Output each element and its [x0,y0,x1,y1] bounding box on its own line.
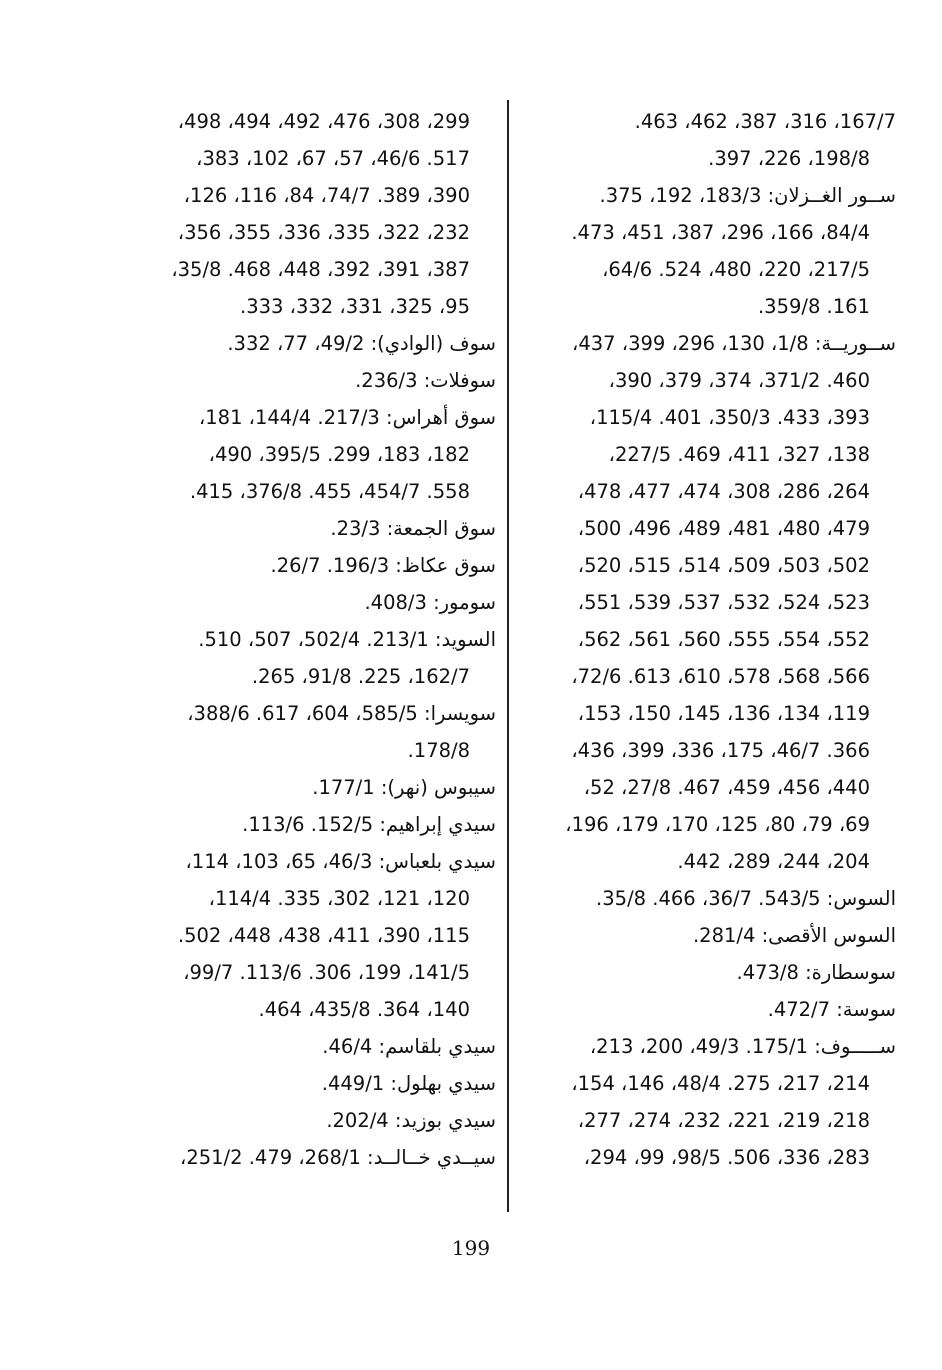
index-entry-line: ســوريــة: 1/8، 130، 296، 399، 437، [572,332,896,355]
index-entry-line: سوفلات: 236/3. [355,369,496,392]
index-entry-line: 95، 325، 331، 332، 333. [240,295,470,318]
index-entry-line: 479، 480، 481، 489، 496، 500، [577,517,870,540]
index-entry-line: ســـــوف: 175/1. 49/3، 200، 213، [589,1035,896,1058]
index-entry-line: 440، 456، 459، 467. 27/8، 52، [583,776,870,799]
index-entry-line: السوس الأقصى: 281/4. [692,924,896,947]
index-entry-line: 141/5، 199، 306. 113/6. 99/7، [183,961,470,984]
index-entry-line: سيبوس (نهر): 177/1. [312,776,496,799]
index-entry-line: 393، 433. 350/3، 401. 115/4، [589,406,870,429]
index-entry-line: 204، 244، 289، 442. [677,850,870,873]
index-entry-line: 502، 503، 509، 514، 515، 520، [577,554,870,577]
index-entry-line: 182، 183، 299. 395/5، 490، [208,443,470,466]
index-entry-line: 523، 524، 532، 537، 539، 551، [577,591,870,614]
column-divider [507,100,509,1212]
index-entry-line: سيــدي خــالــد: 268/1، 479. 251/2، [180,1146,496,1169]
index-entry-line: 552، 554، 555، 560، 561، 562، [577,628,870,651]
index-entry-line: السويد: 213/1. 502/4، 507، 510. [198,628,496,651]
index-entry-line: 140، 364. 435/8، 464. [258,998,470,1021]
index-entry-line: سيدي بوزيد: 202/4. [326,1109,496,1132]
index-entry-line: 115، 390، 411، 438، 448، 502. [177,924,470,947]
index-entry-line: 566، 568، 578، 610، 613. 72/6، [571,665,870,688]
index-entry-line: سوسة: 472/7. [767,998,896,1021]
index-entry-line: 283، 336، 506. 98/5، 99، 294، [583,1146,870,1169]
index-column-left [126,103,496,1176]
index-entry-line: 366. 46/7، 175، 336، 399، 436، [571,739,870,762]
index-entry-line: سوق عكاظ: 196/3. 26/7. [270,554,496,577]
index-entry-line: 390، 389. 74/7، 84، 116، 126، [183,184,470,207]
index-entry-line: سيدي إبراهيم: 152/5. 113/6. [242,813,496,836]
index-entry-line: 138، 327، 411، 469. 227/5، [608,443,870,466]
index-entry-line: 120، 121، 302، 335. 114/4، [208,887,470,910]
index-entry-line: 558. 454/7، 455. 376/8، 415. [189,480,470,503]
index-entry-line: 218، 219، 221، 232، 274، 277، [577,1109,870,1132]
index-entry-line: 198/8، 226، 397. [708,147,870,170]
index-entry-line: 460. 371/2، 374، 379، 390، [608,369,870,392]
index-entry-line: سوق الجمعة: 23/3. [330,517,496,540]
index-entry-line: سوق أهراس: 217/3. 144/4، 181، [198,406,496,429]
index-entry-line: السوس: 543/5. 36/7، 466. 35/8. [596,887,896,910]
index-entry-line: 264، 286، 308، 474، 477، 478، [577,480,870,503]
index-entry-line: 387، 391، 392، 448، 468. 35/8، [171,258,470,281]
index-entry-line: سوسطارة: 473/8. [736,961,896,984]
index-entry-line: 84/4، 166، 296، 387، 451، 473. [571,221,870,244]
index-entry-line: 299، 308، 476، 492، 494، 498، [177,110,470,133]
index-entry-line: 232، 322، 335، 336، 355، 356، [177,221,470,244]
index-entry-line: 161. 359/8. [757,295,870,318]
index-entry-line: سيدي بهلول: 449/1. [321,1072,496,1095]
index-entry-line: 517. 46/6، 57، 67، 102، 383، [196,147,470,170]
index-entry-line: سومور: 408/3. [364,591,496,614]
index-entry-line: ســور الغــزلان: 183/3، 192، 375. [599,184,896,207]
index-entry-line: 178/8. [407,739,470,762]
index-entry-line: سيدي بلقاسم: 46/4. [322,1035,496,1058]
index-entry-line: سيدي بلعباس: 46/3، 65، 103، 114، [185,850,496,873]
index-entry-line: 119، 134، 136، 145، 150، 153، [577,702,870,725]
index-entry-line: سويسرا: 585/5، 604، 617. 388/6، [187,702,496,725]
index-entry-line: 162/7، 225. 91/8، 265. [251,665,470,688]
index-entry-line: سوف (الوادي): 49/2، 77، 332. [227,332,496,355]
index-entry-line: 167/7، 316، 387، 462، 463. [634,110,896,133]
index-entry-line: 217/5، 220، 480، 524. 64/6، [602,258,870,281]
index-entry-line: 214، 217، 275. 48/4، 146، 154، [571,1072,870,1095]
page-number: 199 [451,1236,491,1260]
index-entry-line: 69، 79، 80، 125، 170، 179، 196، [565,813,870,836]
index-column-right [516,103,896,1176]
